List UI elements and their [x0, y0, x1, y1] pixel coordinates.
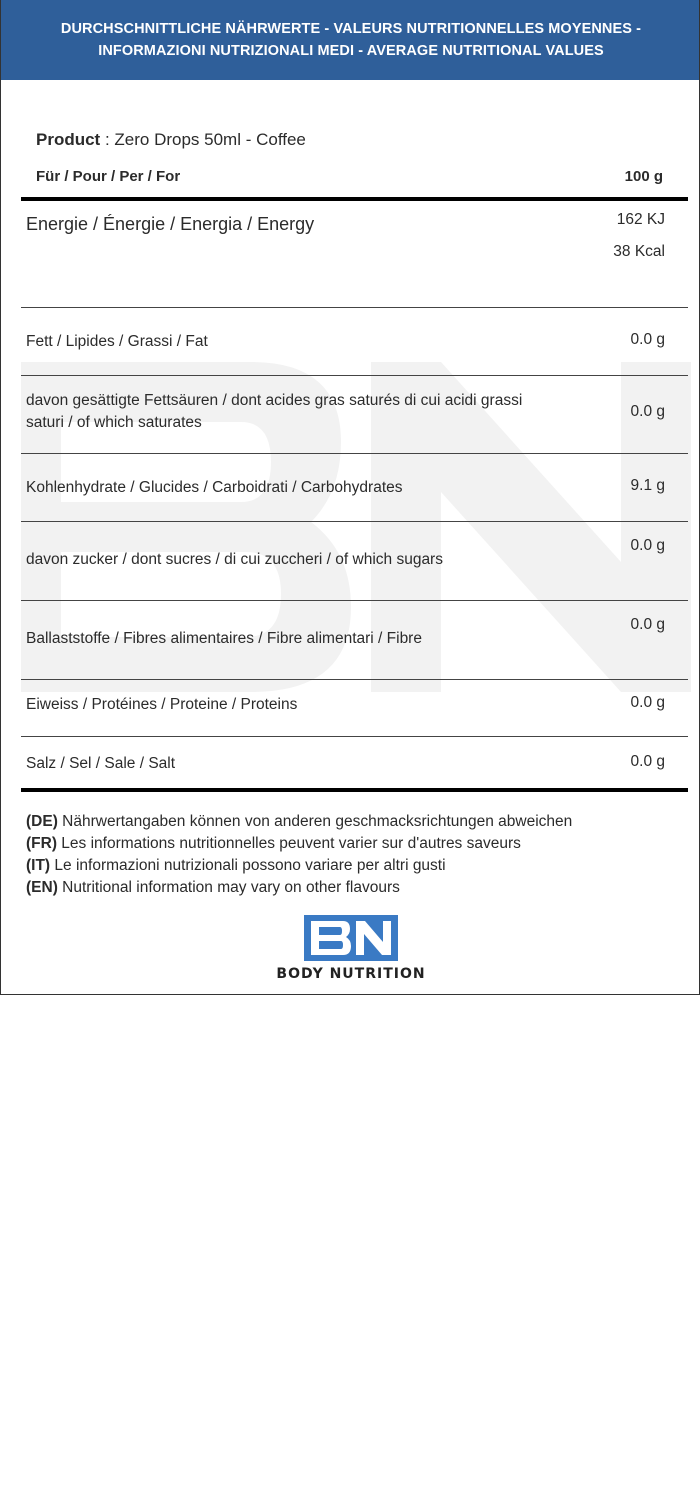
note-de: (DE) Nährwertangaben können von anderen geschmacksrichtungen abweichen: [26, 813, 573, 830]
row-sugars-value: 0.0 g: [630, 537, 665, 554]
row-divider: [21, 307, 688, 308]
row-fibre-label: Ballaststoffe / Fibres alimentaires / Fibre alimentari / Fibre: [26, 630, 422, 647]
row-divider: [21, 679, 688, 680]
logo-brand-name: BODY NUTRITION: [276, 966, 426, 982]
row-divider: [21, 375, 688, 376]
row-proteins-label: Eiweiss / Protéines / Proteine / Proteins: [26, 696, 298, 713]
row-salt-label: Salz / Sel / Sale / Salt: [26, 755, 176, 772]
note-en: (EN) Nutritional information may vary on other flavours: [26, 879, 400, 896]
product-name: [36, 130, 306, 150]
row-saturates-value: 0.0 g: [630, 403, 665, 420]
row-divider: [21, 453, 688, 454]
row-sugars-label: davon zucker / dont sucres / di cui zuccheri / of which sugars: [26, 551, 443, 568]
table-bottom-rule: [21, 788, 688, 792]
row-carbohydrates-value: 9.1 g: [630, 477, 665, 494]
row-fat-value: 0.0 g: [630, 331, 665, 348]
row-saturates-label: davon gesättigte Fettsäuren / dont acides gras saturés di cui acidi grassi saturi / of which saturates: [26, 392, 523, 431]
row-carbohydrates-label: Kohlenhydrate / Glucides / Carboidrati / Carbohydrates: [26, 479, 403, 496]
table-top-rule: [21, 197, 688, 201]
row-salt-value: 0.0 g: [630, 753, 665, 770]
row-energy-kcal: 38 Kcal: [613, 243, 665, 260]
header-banner: [1, 0, 700, 80]
row-energy-label: Energie / Énergie / Energia / Energy: [26, 214, 315, 234]
row-divider: [21, 600, 688, 601]
row-proteins-value: 0.0 g: [630, 694, 665, 711]
column-header-label: Für / Pour / Per / For: [36, 168, 181, 185]
row-divider: [21, 736, 688, 737]
header-title-line-2: INFORMAZIONI NUTRIZIONALI MEDI - AVERAGE NUTRITIONAL VALUES: [98, 43, 604, 59]
note-fr: (FR) Les informations nutritionnelles peuvent varier sur d'autres saveurs: [26, 835, 521, 852]
row-divider: [21, 521, 688, 522]
row-energy-kj: 162 KJ: [616, 211, 665, 228]
product-label: Product: [36, 130, 101, 149]
product-value: : Zero Drops 50ml - Coffee: [100, 130, 306, 149]
body-nutrition-logo: [251, 914, 451, 984]
column-header-value: 100 g: [624, 168, 663, 185]
row-fat-label: Fett / Lipides / Grassi / Fat: [26, 333, 208, 350]
header-title-line-1: DURCHSCHNITTLICHE NÄHRWERTE - VALEURS NUTRITIONNELLES MOYENNES -: [60, 21, 642, 37]
note-it: (IT) Le informazioni nutrizionali possono variare per altri gusti: [26, 857, 446, 874]
flavour-disclaimer: [26, 811, 572, 899]
row-fibre-value: 0.0 g: [630, 616, 665, 633]
